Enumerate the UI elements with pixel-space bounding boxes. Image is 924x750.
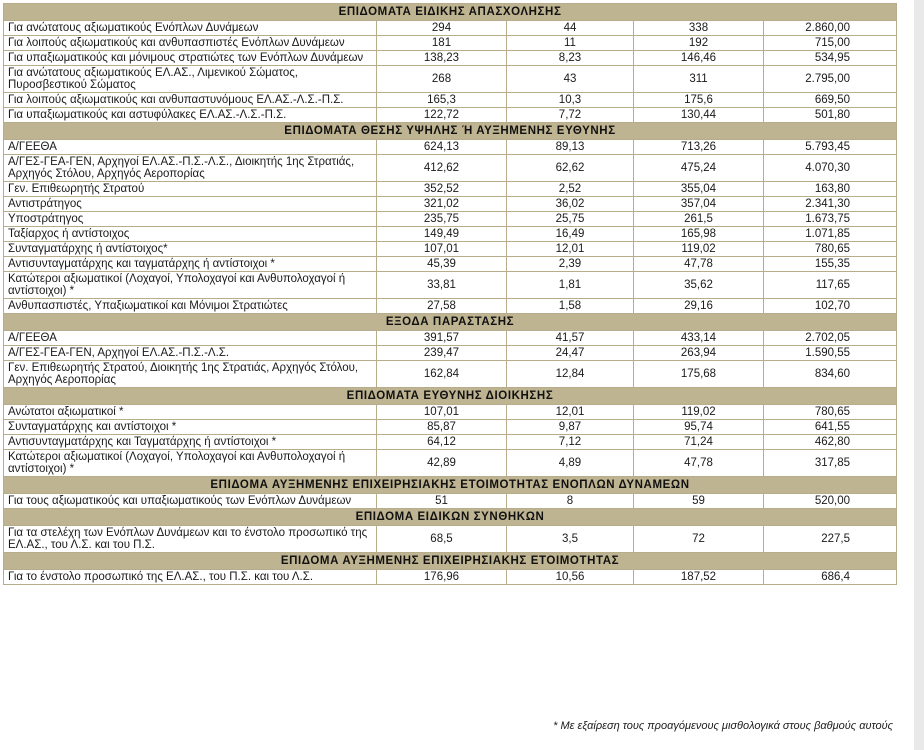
section-header — [4, 477, 897, 494]
value-col-2: 9,87 — [507, 420, 634, 435]
section-title: ΕΠΙΔΟΜΑΤΑ ΕΥΘΥΝΗΣ ΔΙΟΙΚΗΣΗΣ — [4, 388, 897, 405]
value-col-3: 119,02 — [634, 405, 764, 420]
value-col-4: 641,55 — [764, 420, 897, 435]
value-col-2: 8,23 — [507, 51, 634, 66]
value-col-4: 227,5 — [764, 526, 897, 553]
value-col-1: 149,49 — [377, 227, 507, 242]
page-edge — [914, 0, 924, 750]
row-label: Για ανώτατους αξιωματικούς ΕΛ.ΑΣ., Λιμενικού Σώματος, Πυροσβεστικού Σώματος — [4, 66, 377, 93]
value-col-4: 117,65 — [764, 272, 897, 299]
row-label: Α/ΓΕΕΘΑ — [4, 140, 377, 155]
section-title: ΕΠΙΔΟΜΑ ΑΥΞΗΜΕΝΗΣ ΕΠΙΧΕΙΡΗΣΙΑΚΗΣ ΕΤΟΙΜΟΤΗΤΑΣ — [4, 553, 897, 570]
value-col-4: 2.702,05 — [764, 331, 897, 346]
table-row — [4, 272, 897, 299]
value-col-3: 338 — [634, 21, 764, 36]
value-col-2: 62,62 — [507, 155, 634, 182]
value-col-1: 64,12 — [377, 435, 507, 450]
value-col-2: 12,84 — [507, 361, 634, 388]
value-col-4: 686,4 — [764, 570, 897, 585]
table-row — [4, 227, 897, 242]
value-col-2: 2,52 — [507, 182, 634, 197]
row-label: Ανώτατοι αξιωματικοί * — [4, 405, 377, 420]
value-col-2: 10,3 — [507, 93, 634, 108]
value-col-2: 25,75 — [507, 212, 634, 227]
value-col-4: 501,80 — [764, 108, 897, 123]
value-col-3: 175,68 — [634, 361, 764, 388]
value-col-1: 27,58 — [377, 299, 507, 314]
value-col-4: 462,80 — [764, 435, 897, 450]
value-col-4: 780,65 — [764, 242, 897, 257]
table-row — [4, 570, 897, 585]
row-label: Ταξίαρχος ή αντίστοιχος — [4, 227, 377, 242]
value-col-1: 107,01 — [377, 405, 507, 420]
value-col-4: 1.673,75 — [764, 212, 897, 227]
value-col-3: 95,74 — [634, 420, 764, 435]
value-col-1: 165,3 — [377, 93, 507, 108]
table-row — [4, 155, 897, 182]
value-col-3: 71,24 — [634, 435, 764, 450]
section-header — [4, 509, 897, 526]
section-header — [4, 314, 897, 331]
value-col-1: 107,01 — [377, 242, 507, 257]
value-col-3: 59 — [634, 494, 764, 509]
value-col-2: 1,81 — [507, 272, 634, 299]
table-row — [4, 212, 897, 227]
row-label: Αντισυνταγματάρχης και Ταγματάρχης ή αντίστοιχοι * — [4, 435, 377, 450]
value-col-1: 51 — [377, 494, 507, 509]
value-col-4: 163,80 — [764, 182, 897, 197]
section-title: ΕΠΙΔΟΜΑΤΑ ΘΕΣΗΣ ΥΨΗΛΗΣ Ή ΑΥΞΗΜΕΝΗΣ ΕΥΘΥΝΗΣ — [4, 123, 897, 140]
value-col-1: 391,57 — [377, 331, 507, 346]
value-col-2: 24,47 — [507, 346, 634, 361]
value-col-4: 317,85 — [764, 450, 897, 477]
row-label: Συνταγματάρχης ή αντίστοιχος* — [4, 242, 377, 257]
value-col-3: 357,04 — [634, 197, 764, 212]
value-col-2: 44 — [507, 21, 634, 36]
table-row — [4, 257, 897, 272]
table-row — [4, 108, 897, 123]
value-col-3: 165,98 — [634, 227, 764, 242]
row-label: Για ανώτατους αξιωματικούς Ενόπλων Δυνάμεων — [4, 21, 377, 36]
table-row — [4, 526, 897, 553]
value-col-1: 294 — [377, 21, 507, 36]
value-col-2: 2,39 — [507, 257, 634, 272]
value-col-4: 834,60 — [764, 361, 897, 388]
value-col-2: 7,72 — [507, 108, 634, 123]
value-col-4: 5.793,45 — [764, 140, 897, 155]
section-title: ΕΠΙΔΟΜΑΤΑ ΕΙΔΙΚΗΣ ΑΠΑΣΧΟΛΗΣΗΣ — [4, 4, 897, 21]
value-col-2: 12,01 — [507, 242, 634, 257]
value-col-4: 2.341,30 — [764, 197, 897, 212]
value-col-1: 181 — [377, 36, 507, 51]
value-col-4: 669,50 — [764, 93, 897, 108]
section-title: ΕΠΙΔΟΜΑ ΑΥΞΗΜΕΝΗΣ ΕΠΙΧΕΙΡΗΣΙΑΚΗΣ ΕΤΟΙΜΟΤΗΤΑΣ ΕΝΟΠΛΩΝ ΔΥΝΑΜΕΩΝ — [4, 477, 897, 494]
value-col-1: 412,62 — [377, 155, 507, 182]
row-label: Αντισυνταγματάρχης και ταγματάρχης ή αντίστοιχοι * — [4, 257, 377, 272]
value-col-1: 239,47 — [377, 346, 507, 361]
row-label: Γεν. Επιθεωρητής Στρατού, Διοικητής 1ης Στρατιάς, Αρχηγός Στόλου, Αρχηγός Αεροπορίας — [4, 361, 377, 388]
table-row — [4, 197, 897, 212]
table-row — [4, 331, 897, 346]
section-header — [4, 123, 897, 140]
value-col-4: 534,95 — [764, 51, 897, 66]
value-col-1: 68,5 — [377, 526, 507, 553]
value-col-2: 10,56 — [507, 570, 634, 585]
table-row — [4, 182, 897, 197]
section-title: ΕΠΙΔΟΜΑ ΕΙΔΙΚΩΝ ΣΥΝΘΗΚΩΝ — [4, 509, 897, 526]
table-row — [4, 420, 897, 435]
value-col-4: 2.795,00 — [764, 66, 897, 93]
value-col-3: 355,04 — [634, 182, 764, 197]
value-col-2: 4,89 — [507, 450, 634, 477]
table-row — [4, 405, 897, 420]
value-col-3: 72 — [634, 526, 764, 553]
row-label: Ανθυπασπιστές, Υπαξιωματικοί και Μόνιμοι Στρατιώτες — [4, 299, 377, 314]
value-col-4: 520,00 — [764, 494, 897, 509]
value-col-1: 235,75 — [377, 212, 507, 227]
section-header — [4, 553, 897, 570]
value-col-4: 715,00 — [764, 36, 897, 51]
value-col-2: 43 — [507, 66, 634, 93]
table-row — [4, 450, 897, 477]
value-col-3: 192 — [634, 36, 764, 51]
value-col-3: 311 — [634, 66, 764, 93]
value-col-1: 122,72 — [377, 108, 507, 123]
value-col-2: 89,13 — [507, 140, 634, 155]
allowances-table-body — [4, 4, 897, 585]
value-col-1: 42,89 — [377, 450, 507, 477]
table-row — [4, 21, 897, 36]
row-label: Για λοιπούς αξιωματικούς και ανθυπαστυνόμους ΕΛ.ΑΣ.-Λ.Σ.-Π.Σ. — [4, 93, 377, 108]
footnote: * Με εξαίρεση τους προαγόμενους μισθολογικά στους βαθμούς αυτούς — [553, 720, 893, 732]
value-col-3: 29,16 — [634, 299, 764, 314]
value-col-1: 624,13 — [377, 140, 507, 155]
table-row — [4, 242, 897, 257]
value-col-2: 12,01 — [507, 405, 634, 420]
table-row — [4, 140, 897, 155]
table-row — [4, 346, 897, 361]
value-col-3: 47,78 — [634, 257, 764, 272]
table-row — [4, 36, 897, 51]
row-label: Για υπαξιωματικούς και μόνιμους στρατιώτες των Ενόπλων Δυνάμεων — [4, 51, 377, 66]
section-header — [4, 4, 897, 21]
value-col-2: 41,57 — [507, 331, 634, 346]
value-col-3: 146,46 — [634, 51, 764, 66]
table-row — [4, 51, 897, 66]
value-col-1: 138,23 — [377, 51, 507, 66]
row-label: Α/ΓΕΣ-ΓΕΑ-ΓΕΝ, Αρχηγοί ΕΛ.ΑΣ.-Π.Σ.-Λ.Σ. — [4, 346, 377, 361]
value-col-4: 2.860,00 — [764, 21, 897, 36]
value-col-4: 4.070,30 — [764, 155, 897, 182]
row-label: Γεν. Επιθεωρητής Στρατού — [4, 182, 377, 197]
section-title: ΕΞΟΔΑ ΠΑΡΑΣΤΑΣΗΣ — [4, 314, 897, 331]
value-col-1: 85,87 — [377, 420, 507, 435]
value-col-4: 780,65 — [764, 405, 897, 420]
table-row — [4, 93, 897, 108]
value-col-1: 321,02 — [377, 197, 507, 212]
row-label: Υποστράτηγος — [4, 212, 377, 227]
value-col-4: 1.590,55 — [764, 346, 897, 361]
value-col-2: 16,49 — [507, 227, 634, 242]
row-label: Για τους αξιωματικούς και υπαξιωματικούς των Ενόπλων Δυνάμεων — [4, 494, 377, 509]
value-col-3: 433,14 — [634, 331, 764, 346]
value-col-4: 1.071,85 — [764, 227, 897, 242]
value-col-2: 3,5 — [507, 526, 634, 553]
value-col-1: 162,84 — [377, 361, 507, 388]
value-col-4: 102,70 — [764, 299, 897, 314]
table-row — [4, 435, 897, 450]
row-label: Για υπαξιωματικούς και αστυφύλακες ΕΛ.ΑΣ.-Λ.Σ.-Π.Σ. — [4, 108, 377, 123]
value-col-3: 35,62 — [634, 272, 764, 299]
value-col-2: 11 — [507, 36, 634, 51]
row-label: Α/ΓΕΣ-ΓΕΑ-ΓΕΝ, Αρχηγοί ΕΛ.ΑΣ.-Π.Σ.-Λ.Σ., Διοικητής 1ης Στρατιάς, Αρχηγός Στόλου, Αρχηγός Αεροπορίας — [4, 155, 377, 182]
value-col-1: 45,39 — [377, 257, 507, 272]
table-row — [4, 494, 897, 509]
value-col-3: 47,78 — [634, 450, 764, 477]
allowances-table — [3, 3, 897, 585]
value-col-2: 7,12 — [507, 435, 634, 450]
value-col-3: 475,24 — [634, 155, 764, 182]
value-col-1: 176,96 — [377, 570, 507, 585]
row-label: Κατώτεροι αξιωματικοί (Λοχαγοί, Υπολοχαγοί και Ανθυπολοχαγοί ή αντίστοιχοι) * — [4, 450, 377, 477]
value-col-3: 187,52 — [634, 570, 764, 585]
value-col-4: 155,35 — [764, 257, 897, 272]
value-col-2: 1,58 — [507, 299, 634, 314]
section-header — [4, 388, 897, 405]
row-label: Για τα στελέχη των Ενόπλων Δυνάμεων και το ένστολο προσωπικό της ΕΛ.ΑΣ., του Λ.Σ. και του Π.Σ. — [4, 526, 377, 553]
row-label: Συνταγματάρχης και αντίστοιχοι * — [4, 420, 377, 435]
value-col-3: 175,6 — [634, 93, 764, 108]
value-col-1: 33,81 — [377, 272, 507, 299]
row-label: Α/ΓΕΕΘΑ — [4, 331, 377, 346]
table-row — [4, 299, 897, 314]
row-label: Για το ένστολο προσωπικό της ΕΛ.ΑΣ., του Π.Σ. και του Λ.Σ. — [4, 570, 377, 585]
value-col-2: 8 — [507, 494, 634, 509]
row-label: Για λοιπούς αξιωματικούς και ανθυπασπιστές Ενόπλων Δυνάμεων — [4, 36, 377, 51]
value-col-3: 119,02 — [634, 242, 764, 257]
table-row — [4, 361, 897, 388]
value-col-3: 263,94 — [634, 346, 764, 361]
value-col-1: 352,52 — [377, 182, 507, 197]
value-col-3: 261,5 — [634, 212, 764, 227]
row-label: Αντιστράτηγος — [4, 197, 377, 212]
value-col-3: 130,44 — [634, 108, 764, 123]
value-col-2: 36,02 — [507, 197, 634, 212]
row-label: Κατώτεροι αξιωματικοί (Λοχαγοί, Υπολοχαγοί και Ανθυπολοχαγοί ή αντίστοιχοι) * — [4, 272, 377, 299]
value-col-3: 713,26 — [634, 140, 764, 155]
value-col-1: 268 — [377, 66, 507, 93]
table-row — [4, 66, 897, 93]
